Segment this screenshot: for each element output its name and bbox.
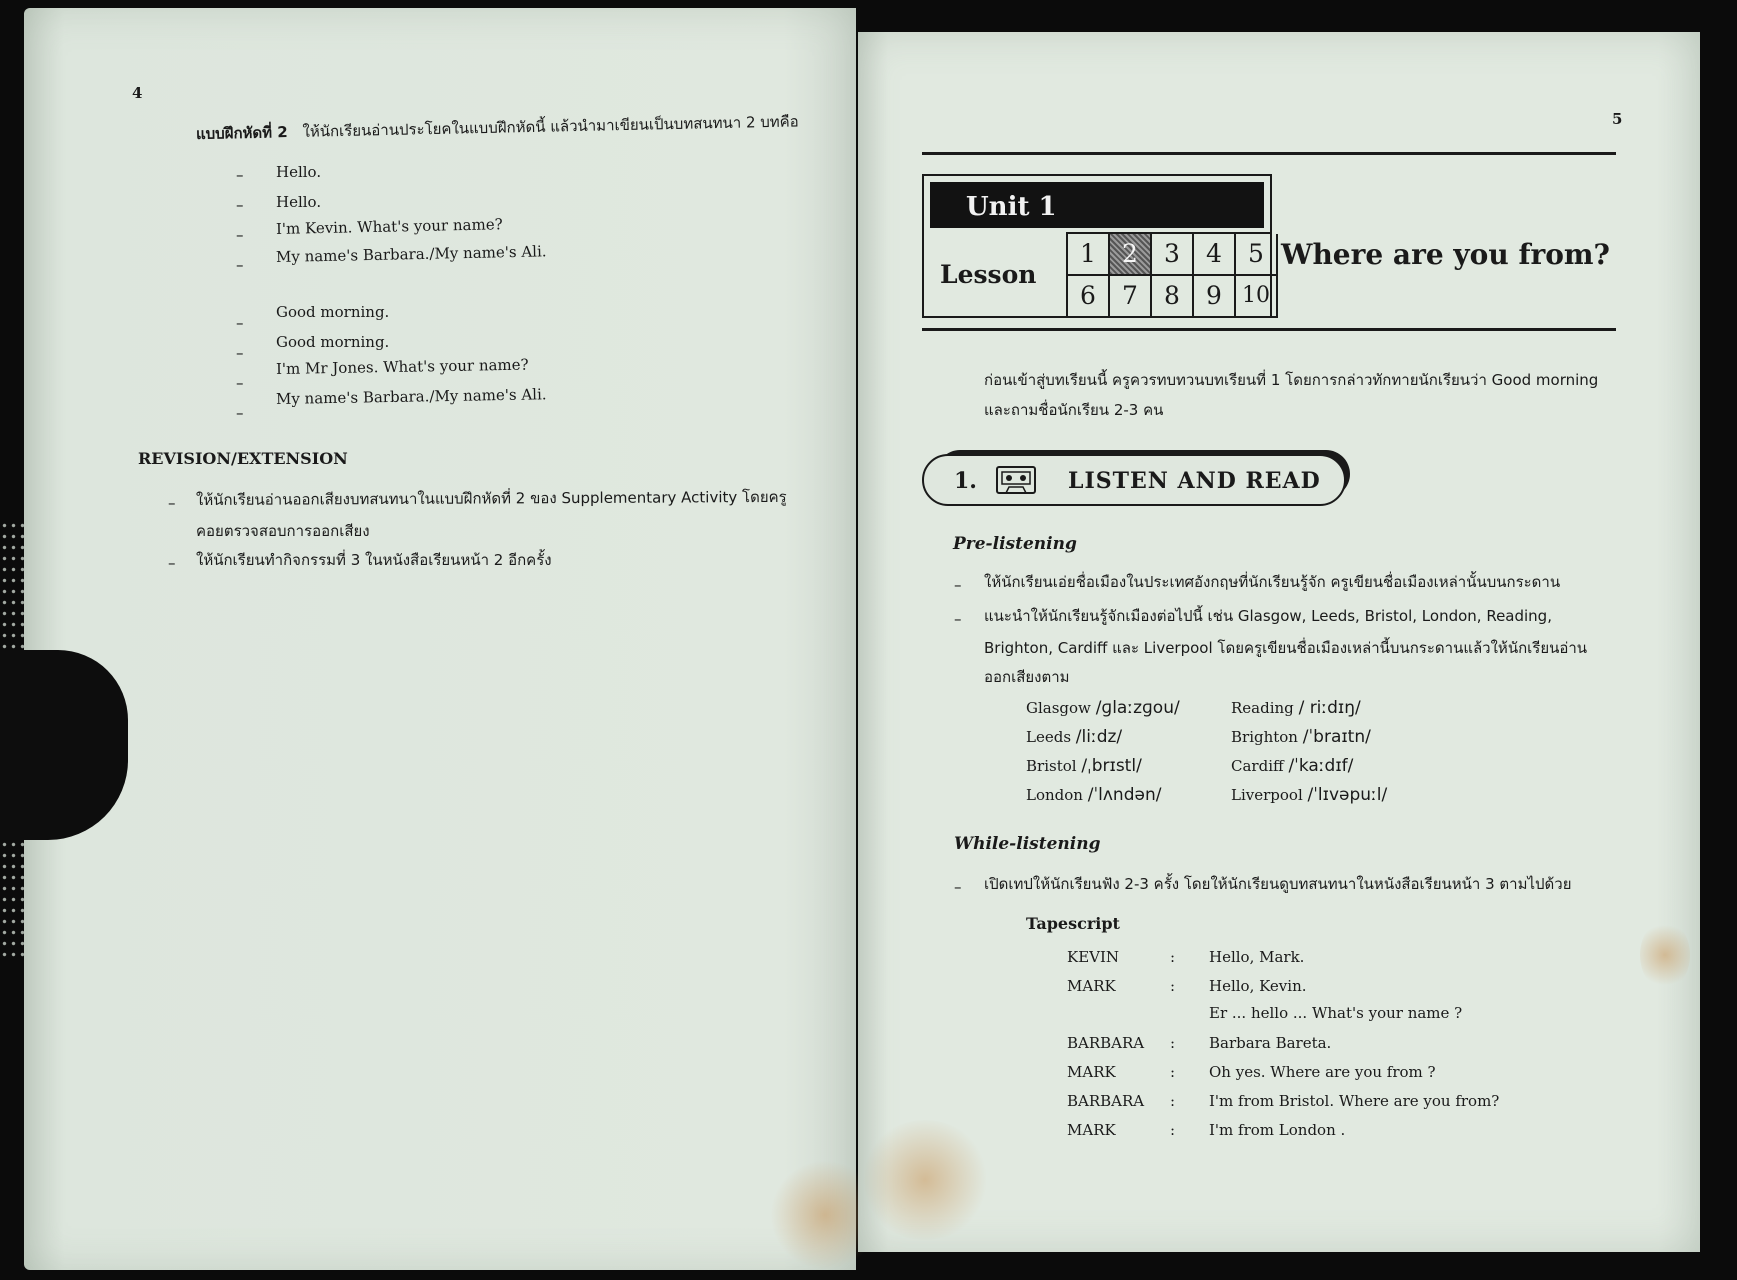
tapescript-line: Hello, Kevin.	[1209, 977, 1307, 995]
revision-item: ให้นักเรียนทำกิจกรรมที่ 3 ในหนังสือเรียนหน้า 2 อีกครั้ง	[196, 551, 552, 569]
lesson-cell: 7	[1110, 276, 1152, 318]
pre-listening-item: ให้นักเรียนเอ่ยชื่อเมืองในประเทศอังกฤษที่นักเรียนรู้จัก ครูเขียนชื่อเมืองเหล่านั้นบนกระดาน	[984, 573, 1561, 591]
lesson-cell: 3	[1152, 234, 1194, 276]
revision-heading: REVISION/EXTENSION	[138, 449, 348, 468]
section-number: 1.	[954, 468, 977, 494]
intro-line: ก่อนเข้าสู่บทเรียนนี้ ครูควรทบทวนบทเรียนที่ 1 โดยการกล่าวทักทายนักเรียนว่า Good morning	[984, 371, 1599, 389]
tapescript-line: Hello, Mark.	[1209, 948, 1305, 966]
glove-thumb	[0, 650, 128, 840]
pre-listening-item-cont: ออกเสียงตาม	[984, 668, 1070, 686]
tapescript-line: I'm from London .	[1209, 1121, 1346, 1139]
lesson-cell: 1	[1068, 234, 1110, 276]
city-entry: Brighton /ˈbraɪtn/	[1231, 727, 1371, 747]
page-number-right: 5	[1612, 110, 1623, 128]
city-entry: Cardiff /ˈkaːdɪf/	[1231, 756, 1354, 776]
cassette-icon	[996, 466, 1036, 494]
dialogue-line: My name's Barbara./My name's Ali.	[275, 242, 547, 266]
bottom-rule	[922, 328, 1616, 331]
intro-line: และถามชื่อนักเรียน 2-3 คน	[984, 401, 1164, 419]
speaker: BARBARA	[1067, 1092, 1145, 1110]
city-entry: Bristol /ˌbrɪstl/	[1026, 756, 1142, 776]
paper-stain	[860, 1120, 990, 1240]
tapescript-line: Barbara Bareta.	[1209, 1034, 1332, 1052]
lesson-grid	[1066, 232, 1272, 318]
dialogue-line: Hello.	[276, 163, 322, 181]
top-rule	[922, 152, 1616, 155]
lesson-cell: 8	[1152, 276, 1194, 318]
city-entry: Leeds /liːdz/	[1026, 727, 1123, 747]
revision-item-cont: คอยตรวจสอบการออกเสียง	[196, 522, 370, 540]
lesson-cell: 4	[1194, 234, 1236, 276]
exercise-heading-label: แบบฝึกหัดที่ 2	[195, 123, 288, 143]
speaker: MARK	[1067, 1121, 1116, 1139]
exercise-heading-instruction: ให้นักเรียนอ่านประโยคในแบบฝึกหัดนี้ แล้วนำมาเขียนเป็นบทสนทนา 2 บทคือ	[302, 112, 799, 141]
dialogue-line: I'm Mr Jones. What's your name?	[275, 355, 529, 378]
pre-listening-item-cont: Brighton, Cardiff และ Liverpool โดยครูเขียนชื่อเมืองเหล่านี้บนกระดานแล้วให้นักเรียนอ่าน	[984, 639, 1588, 657]
tapescript-heading: Tapescript	[1026, 914, 1120, 933]
page-number-left: 4	[132, 84, 143, 102]
dialogue-line: My name's Barbara./My name's Ali.	[275, 385, 547, 408]
section-title: LISTEN AND READ	[1068, 468, 1321, 494]
speaker: MARK	[1067, 977, 1116, 995]
left-page	[24, 8, 856, 1270]
lesson-cell: 6	[1068, 276, 1110, 318]
while-listening-item: เปิดเทปให้นักเรียนฟัง 2-3 ครั้ง โดยให้นักเรียนดูบทสนทนาในหนังสือเรียนหน้า 3 ตามไปด้วย	[984, 875, 1572, 893]
tapescript-line: I'm from Bristol. Where are you from?	[1209, 1092, 1500, 1110]
lesson-cell: 10	[1236, 276, 1278, 318]
lesson-cell: 9	[1194, 276, 1236, 318]
lesson-cell-active: 2	[1110, 234, 1152, 276]
city-entry: Reading / riːdɪŋ/	[1231, 698, 1361, 718]
lesson-cell: 5	[1236, 234, 1278, 276]
tapescript-line: Er ... hello ... What's your name ?	[1209, 1004, 1463, 1022]
unit-title: Unit 1	[966, 192, 1057, 222]
dialogue-line: Hello.	[276, 193, 322, 211]
tapescript-line: Oh yes. Where are you from ?	[1209, 1063, 1436, 1081]
speaker: MARK	[1067, 1063, 1116, 1081]
unit-bar	[930, 182, 1264, 228]
dialogue-line: Good morning.	[276, 333, 390, 351]
speaker: KEVIN	[1067, 948, 1120, 966]
city-entry: Liverpool /ˈlɪvəpuːl/	[1231, 785, 1388, 805]
dialogue-line: Good morning.	[276, 303, 390, 321]
speaker: BARBARA	[1067, 1034, 1145, 1052]
paper-stain	[1640, 920, 1690, 990]
lesson-label: Lesson	[940, 260, 1037, 289]
unit-lesson-box	[922, 174, 1272, 318]
pre-listening-item: แนะนำให้นักเรียนรู้จักเมืองต่อไปนี้ เช่น Glasgow, Leeds, Bristol, London, Reading,	[984, 607, 1552, 625]
while-listening-heading: While-listening	[954, 834, 1101, 854]
listen-and-read-banner	[922, 450, 1350, 506]
city-entry: London /ˈlʌndən/	[1026, 785, 1162, 805]
pre-listening-heading: Pre-listening	[953, 534, 1077, 554]
lesson-title: Where are you from?	[1281, 238, 1610, 271]
dialogue-line: I'm Kevin. What's your name?	[275, 215, 503, 238]
city-entry: Glasgow /ɡlaːzɡou/	[1026, 698, 1180, 718]
revision-item: ให้นักเรียนอ่านออกเสียงบทสนทนาในแบบฝึกหัดที่ 2 ของ Supplementary Activity โดยครู	[195, 487, 787, 509]
